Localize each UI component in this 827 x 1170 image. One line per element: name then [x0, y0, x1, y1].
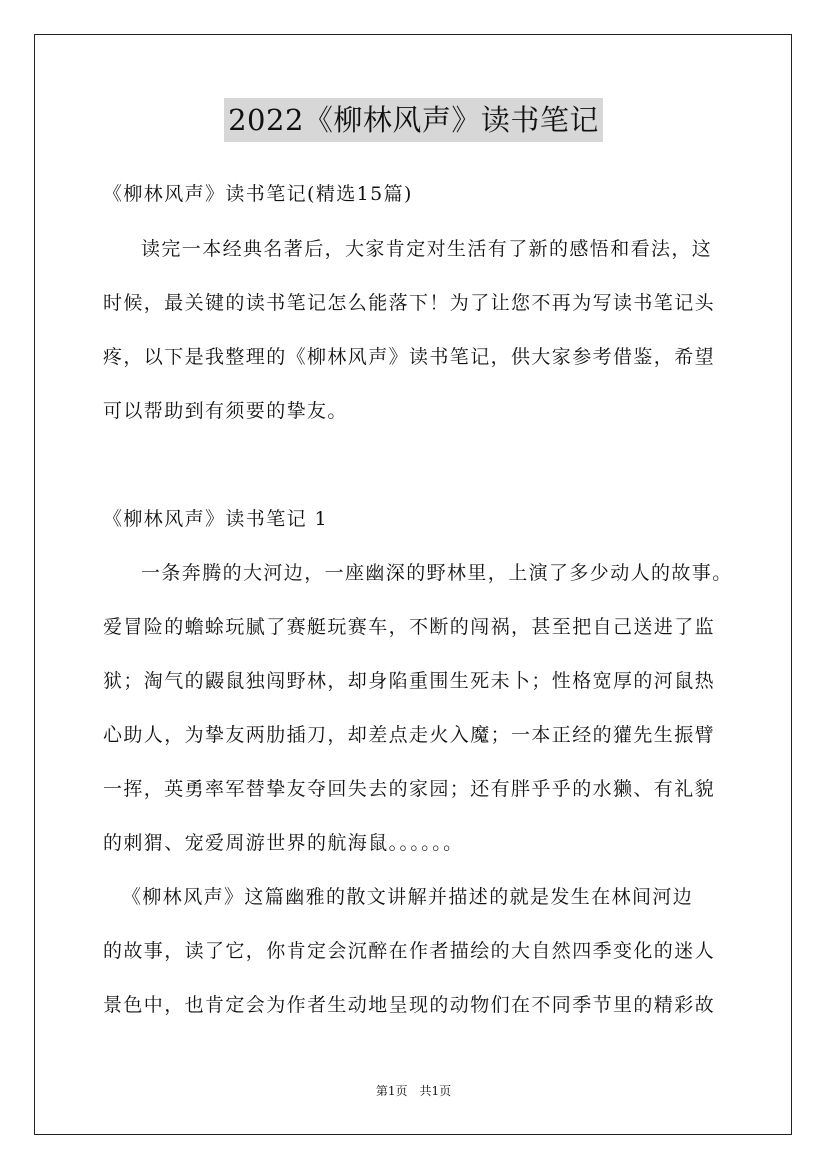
title-container: [0, 98, 827, 142]
paragraph-line: 景色中，也肯定会为作者生动地呈现的动物们在不同季节里的精彩故: [103, 994, 716, 1016]
paragraph-line: 狱；淘气的鼹鼠独闯野林，却身陷重围生死未卜；性格宽厚的河鼠热: [103, 670, 716, 692]
intro-line: 疼，以下是我整理的《柳林风声》读书笔记，供大家参考借鉴，希望: [103, 346, 716, 368]
paragraph-line: 心助人，为挚友两肋插刀，却差点走火入魔；一本正经的獾先生振臂: [103, 724, 716, 746]
paragraph-line: 的刺猬、宠爱周游世界的航海鼠。。。。。。: [103, 832, 464, 854]
intro-line: 读完一本经典名著后，大家肯定对生活有了新的感悟和看法，这: [141, 238, 713, 260]
paragraph-line: 《柳林风声》这篇幽雅的散文讲解并描述的就是发生在林间河边: [122, 886, 694, 908]
document-subtitle: 《柳林风声》读书笔记(精选15篇): [103, 183, 413, 205]
section-heading: 《柳林风声》读书笔记 1: [103, 508, 328, 530]
intro-line: 可以帮助到有须要的挚友。: [103, 400, 348, 422]
document-title: 2022《柳林风声》读书笔记: [224, 98, 603, 142]
paragraph-line: 一挥，英勇率军替挚友夺回失去的家园；还有胖乎乎的水獭、有礼貌: [103, 778, 716, 800]
paragraph-line: 的故事，读了它，你肯定会沉醉在作者描绘的大自然四季变化的迷人: [103, 940, 716, 962]
page-number-footer: 第1页 共1页: [375, 1084, 452, 1098]
paragraph-line: 一条奔腾的大河边，一座幽深的野林里，上演了多少动人的故事。: [141, 562, 733, 584]
paragraph-line: 爱冒险的蟾蜍玩腻了赛艇玩赛车，不断的闯祸，甚至把自己送进了监: [103, 616, 716, 638]
intro-line: 时候，最关键的读书笔记怎么能落下！为了让您不再为写读书笔记头: [103, 292, 716, 314]
